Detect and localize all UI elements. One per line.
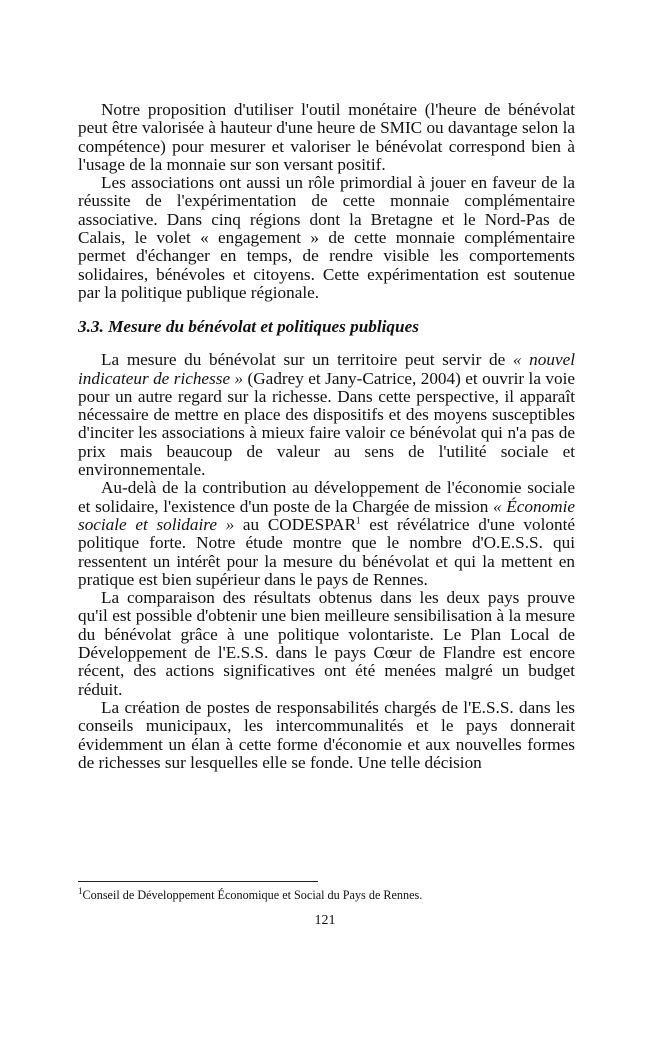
paragraph — [78, 351, 575, 479]
footnote-text: Conseil de Développement Économique et Social du Pays de Rennes. — [82, 888, 423, 902]
paragraph-text: est révélatrice d'une volonté politique forte. Notre étude montre que le nombre d'O.E.S.S. qui ressentent un intérêt pour la mesure du bénévolat et qui la mettent en pratique est bien supérieur dans le pays de Rennes. — [78, 514, 575, 589]
paragraph: Les associations ont aussi un rôle primordial à jouer en faveur de la réussite de l'expérimentation de cette monnaie complémentaire associative. Dans cinq régions dont la Bretagne et le Nord-Pas de Calais, le volet « engagement » de cette monnaie complémentaire permet d'échanger en temps, de rendre visible les comportements solidaires, bénévoles et citoyens. Cette expérimentation est soutenue par la politique publique régionale. — [78, 173, 575, 302]
footnote-divider — [78, 881, 318, 882]
paragraph-text: (Gadrey et Jany-Catrice, 2004) et ouvrir la voie pour un autre regard sur la richesse. Dans cette perspective, il apparaît nécessaire de mettre en place des dispositifs et des moyens susceptibles d'inciter les associations à mieux faire valoir ce bénévolat qui n'a pas de prix mais beaucoup de valeur au sens de l'utilité sociale et environnementale. — [78, 368, 575, 480]
footnote — [78, 885, 575, 902]
paragraph-text: au CODESPAR — [234, 514, 357, 534]
paragraph: La création de postes de responsabilités chargés de l'E.S.S. dans les conseils municipaux, les intercommunalités et le pays donnerait évidemment un élan à cette forme d'économie et aux nouvelles formes de richesses sur lesquelles elle se fonde. Une telle décision — [78, 697, 575, 772]
italic-quote: « Économie sociale et solidaire » — [78, 496, 575, 534]
page-body — [78, 101, 575, 772]
paragraph: La comparaison des résultats obtenus dans les deux pays prouve qu'il est possible d'obtenir une bien meilleure sensibilisation à la mesure du bénévolat grâce à une politique volontariste. Le Plan Local de Développement de l'E.S.S. dans le pays Cœur de Flandre est encore récent, des actions significatives ont été menées malgré un budget réduit. — [78, 588, 575, 699]
paragraph — [78, 479, 575, 589]
italic-quote: « nouvel indicateur de richesse » — [78, 350, 575, 388]
paragraph: Notre proposition d'utiliser l'outil monétaire (l'heure de bénévolat peut être valorisée à hauteur d'une heure de SMIC ou davantage selon la compétence) pour mesurer et valoriser le bénévolat correspond bien à l'usage de la monnaie sur son versant positif. — [78, 100, 575, 174]
section-heading: 3.3. Mesure du bénévolat et politiques publiques — [78, 317, 419, 337]
paragraph-text: La mesure du bénévolat sur un territoire peut servir de — [101, 350, 513, 370]
footnote-marker: 1 — [356, 515, 361, 526]
page-number: 121 — [314, 913, 336, 928]
paragraph-text: Au-delà de la contribution au développement de l'économie sociale et solidaire, l'existence d'un poste de la Chargée de mission — [78, 478, 575, 516]
footnote-number: 1 — [78, 885, 83, 896]
